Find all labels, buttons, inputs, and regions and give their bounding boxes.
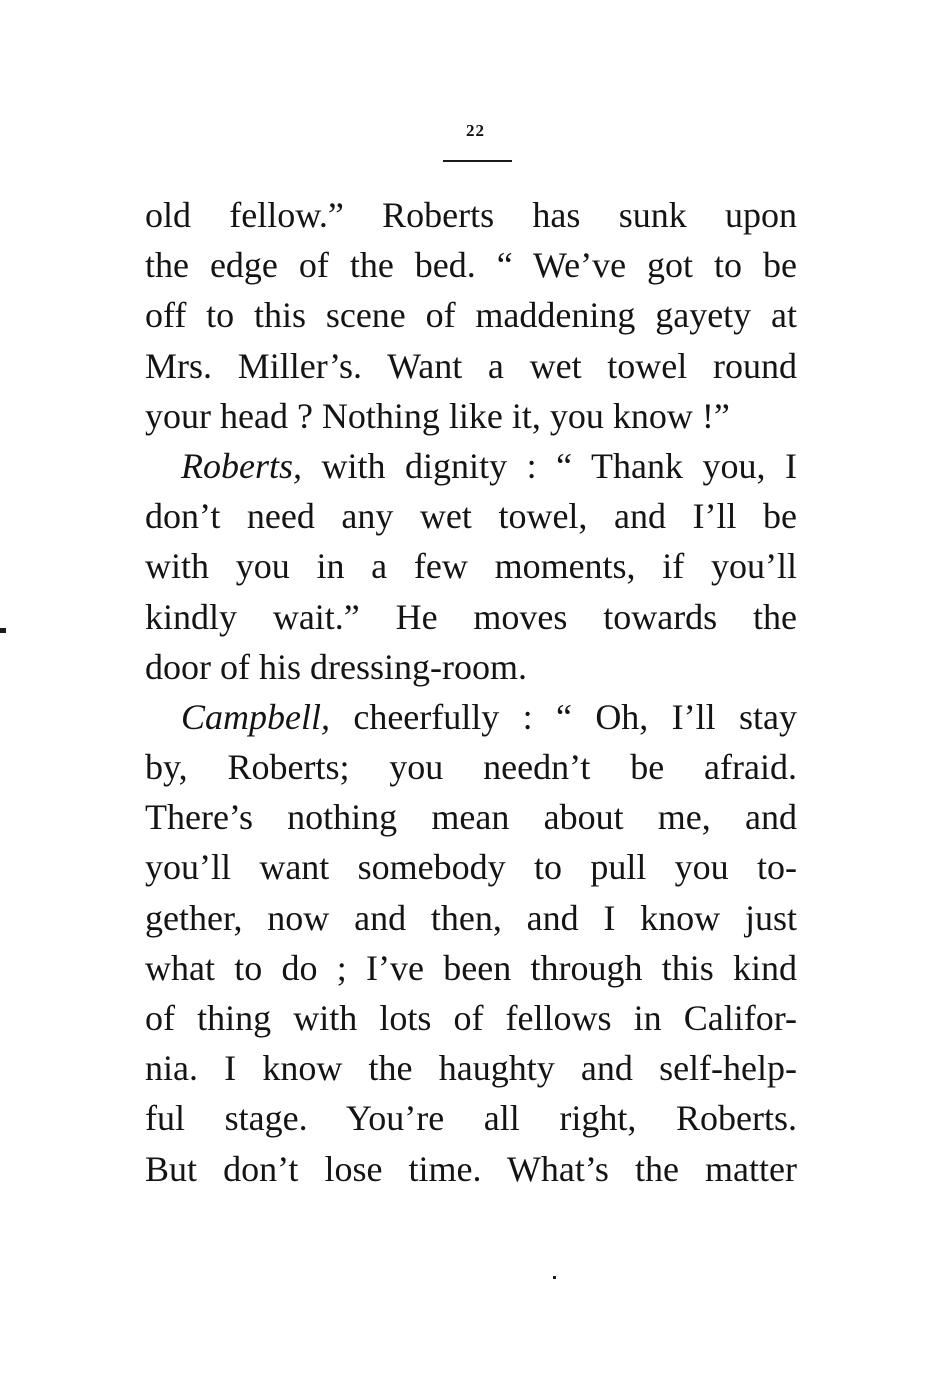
page-number: 22 [466,121,485,140]
text-run: with dignity : “ Thank you, I [302,445,797,486]
page-number-rule [443,160,512,162]
text-line: with you in a few moments, if you’ll [145,546,797,587]
text-line: There’s nothing mean about me, and [145,797,797,838]
text-line: ful stage. You’re all right, Roberts. [145,1098,797,1139]
speaker-name: Campbell, [181,696,330,737]
text-line: door of his dressing-room. [145,646,527,687]
speaker-name: Roberts, [181,445,302,486]
text-line: nia. I know the haughty and self-help- [145,1048,797,1089]
paragraph-first-line [145,441,797,491]
paragraph-first-line [145,692,797,742]
text-line: of thing with lots of fellows in Califor- [145,998,797,1038]
text-line: your head ? Nothing like it, you know !” [145,395,730,436]
text-run: cheerfully : “ Oh, I’ll stay [330,696,797,737]
text-line: don’t need any wet towel, and I’ll be [145,496,797,537]
text-line: off to this scene of maddening gayety at [145,295,797,336]
text-line: Mrs. Miller’s. Want a wet towel round [145,345,797,386]
text-line: the edge of the bed. “ We’ve got to be [145,245,797,286]
text-line: you’ll want somebody to pull you to- [145,847,797,888]
body-text [145,190,797,1194]
scan-speck [0,628,6,633]
text-line: old fellow.” Roberts has sunk upon [145,195,797,235]
text-line: kindly wait.” He moves towards the [145,596,797,637]
text-line: gether, now and then, and I know just [145,897,797,938]
scan-speck [553,1276,556,1279]
text-line: But don’t lose time. What’s the matter [145,1148,797,1189]
text-line: what to do ; I’ve been through this kind [145,947,797,988]
text-line: by, Roberts; you needn’t be afraid. [145,747,797,788]
